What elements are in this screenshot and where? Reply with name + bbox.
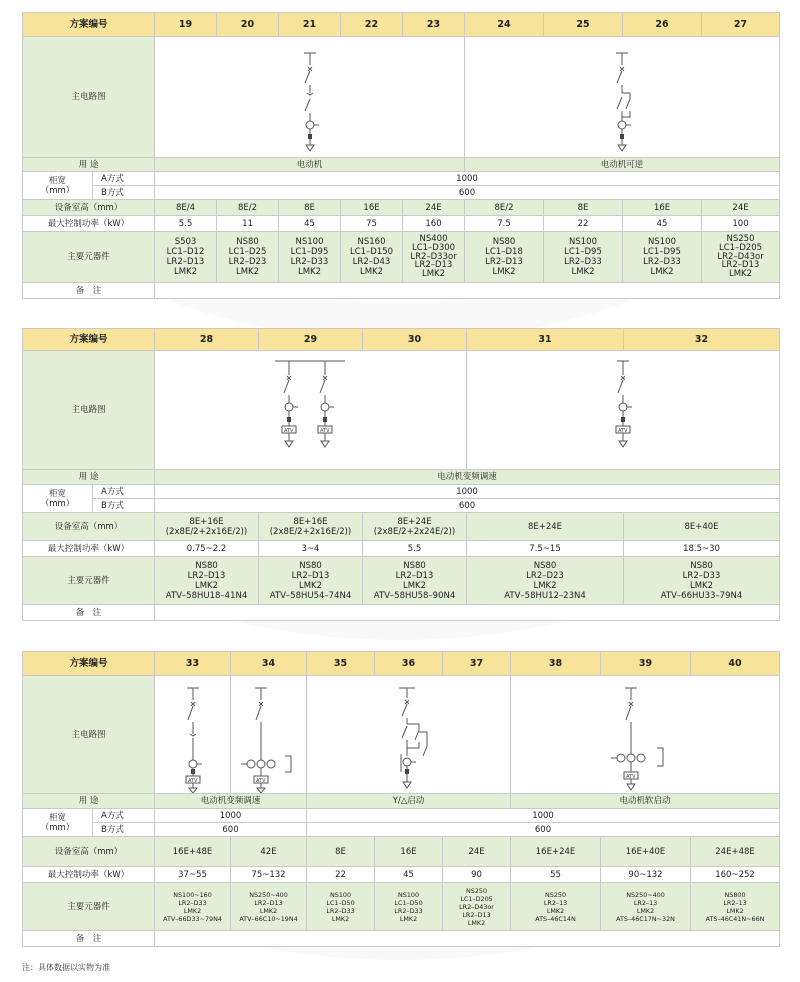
height-value: 16E+48E	[155, 837, 231, 867]
height-value: 24E	[702, 200, 780, 216]
power-value: 22	[307, 867, 375, 883]
height-value: 8E+16E (2x8E/2+2x16E/2))	[155, 513, 259, 541]
height-value: 16E	[375, 837, 443, 867]
scheme-number: 25	[544, 13, 623, 37]
power-value: 75~132	[231, 867, 307, 883]
width-b-value: 600	[155, 823, 307, 837]
components-label: 主要元器件	[23, 232, 155, 283]
height-value: 8E+16E (2x8E/2+2x16E/2))	[259, 513, 363, 541]
height-value: 24E+48E	[691, 837, 780, 867]
height-value: 8E	[544, 200, 623, 216]
height-value: 8E+40E	[624, 513, 780, 541]
width-label: 柜宽 （mm）	[23, 809, 93, 837]
components-value: NS250 LR2–13 LMK2 ATS–46C14N	[511, 883, 601, 931]
circuit-diagram-vfd-single	[467, 351, 780, 470]
spec-table-2	[22, 328, 780, 621]
scheme-number: 40	[691, 652, 780, 676]
height-value: 8E+24E (2x8E/2+2x24E/2))	[363, 513, 467, 541]
circuit-diagram-svg	[465, 37, 780, 158]
components-value: NS160 LC1–D150 LR2–D43 LMK2	[341, 232, 403, 283]
width-a-value: 1000	[155, 485, 780, 499]
components-value: NS80 LR2–D13 LMK2 ATV–58HU58–90N4	[363, 557, 467, 605]
power-value: 3~4	[259, 541, 363, 557]
spec-table-1	[22, 12, 780, 299]
power-value: 18.5~30	[624, 541, 780, 557]
circuit-diagram-svg	[155, 351, 467, 470]
scheme-number: 20	[217, 13, 279, 37]
width-a-value: 1000	[155, 172, 780, 186]
scheme-number: 29	[259, 329, 363, 351]
atv-label: ATV	[188, 778, 198, 784]
circuit-diagram-svg	[511, 676, 780, 794]
components-label: 主要元器件	[23, 557, 155, 605]
height-value: 8E/4	[155, 200, 217, 216]
usage-value: 电动机可逆	[465, 158, 780, 172]
power-value: 7.5~15	[467, 541, 624, 557]
power-value: 22	[544, 216, 623, 232]
scheme-number: 33	[155, 652, 231, 676]
height-value: 16E	[341, 200, 403, 216]
remark-value	[155, 283, 780, 299]
circuit-diagram-vfd-dual	[155, 351, 467, 470]
components-label: 主要元器件	[23, 883, 155, 931]
power-value: 160	[403, 216, 465, 232]
scheme-number: 34	[231, 652, 307, 676]
scheme-number: 24	[465, 13, 544, 37]
height-value: 24E	[443, 837, 511, 867]
width-label: 柜宽 （mm）	[23, 485, 93, 513]
components-value: NS100 LC1–D95 LR2–D33 LMK2	[544, 232, 623, 283]
scheme-number: 22	[341, 13, 403, 37]
usage-label: 用 途	[23, 470, 155, 485]
scheme-number: 27	[702, 13, 780, 37]
power-value: 160~252	[691, 867, 780, 883]
width-a-value: 1000	[155, 809, 307, 823]
circuit-diagram-svg	[307, 676, 511, 794]
scheme-label: 方案编号	[23, 652, 155, 676]
power-value: 45	[623, 216, 702, 232]
width-b-value: 600	[155, 499, 780, 513]
components-value: NS400 LC1–D300 LR2–D33or LR2–D13 LMK2	[403, 232, 465, 283]
remark-value	[155, 931, 780, 947]
height-value: 8E	[307, 837, 375, 867]
width-b-label: B方式	[93, 186, 155, 200]
height-value: 8E/2	[465, 200, 544, 216]
atv-label: ATV	[618, 428, 628, 434]
circuit-diagram-vfd	[155, 676, 231, 794]
components-value: NS80 LC1–D25 LR2–D23 LMK2	[217, 232, 279, 283]
circuit-diagram-vfd-bypass	[231, 676, 307, 794]
scheme-number: 30	[363, 329, 467, 351]
width-a-value: 1000	[307, 809, 780, 823]
height-value: 24E	[403, 200, 465, 216]
power-value: 11	[217, 216, 279, 232]
power-value: 45	[375, 867, 443, 883]
components-value: NS100 LC1–D95 LR2–D33 LMK2	[279, 232, 341, 283]
scheme-number: 28	[155, 329, 259, 351]
power-value: 5.5	[363, 541, 467, 557]
remark-label: 备 注	[23, 931, 155, 947]
power-value: 5.5	[155, 216, 217, 232]
power-label: 最大控制功率（kW）	[23, 867, 155, 883]
power-value: 90	[443, 867, 511, 883]
circuit-diagram-soft-start	[511, 676, 780, 794]
circuit-diagram-motor-reversing	[465, 37, 780, 158]
usage-label: 用 途	[23, 794, 155, 809]
components-value: NS250~400 LR2–D13 LMK2 ATV–66C10~19N4	[231, 883, 307, 931]
power-value: 7.5	[465, 216, 544, 232]
power-label: 最大控制功率（kW）	[23, 216, 155, 232]
power-label: 最大控制功率（kW）	[23, 541, 155, 557]
components-value: NS80 LR2–D13 LMK2 ATV–58HU18–41N4	[155, 557, 259, 605]
atv-label: ATV	[626, 774, 636, 780]
components-value: NS80 LR2–D33 LMK2 ATV–66HU33–79N4	[624, 557, 780, 605]
power-value: 37~55	[155, 867, 231, 883]
scheme-number: 35	[307, 652, 375, 676]
scheme-number: 39	[601, 652, 691, 676]
components-value: NS800 LR2–13 LMK2 ATS–46C41N~66N	[691, 883, 780, 931]
scheme-number: 37	[443, 652, 511, 676]
components-value: S503 LC1–D12 LR2–D13 LMK2	[155, 232, 217, 283]
atv-label: ATV	[256, 778, 266, 784]
circuit-diagram-star-delta	[307, 676, 511, 794]
width-label: 柜宽 （mm）	[23, 172, 93, 200]
spec-table-3	[22, 651, 780, 947]
width-a-label: A方式	[93, 172, 155, 186]
scheme-number: 21	[279, 13, 341, 37]
atv-label: ATV	[320, 428, 330, 434]
usage-label: 用 途	[23, 158, 155, 172]
remark-label: 备 注	[23, 283, 155, 299]
components-value: NS80 LR2–D23 LMK2 ATV–58HU12–23N4	[467, 557, 624, 605]
components-value: NS100 LC1–D95 LR2–D33 LMK2	[623, 232, 702, 283]
height-value: 16E+24E	[511, 837, 601, 867]
height-value: 8E+24E	[467, 513, 624, 541]
components-value: NS80 LR2–D13 LMK2 ATV–58HU54–74N4	[259, 557, 363, 605]
height-value: 8E/2	[217, 200, 279, 216]
components-value: NS100 LC1–D50 LR2–D33 LMK2	[307, 883, 375, 931]
components-value: NS100 LC1–D50 LR2–D33 LMK2	[375, 883, 443, 931]
height-value: 16E+40E	[601, 837, 691, 867]
height-label: 设备室高（mm）	[23, 837, 155, 867]
diagram-label: 主电路图	[23, 676, 155, 794]
width-a-label: A方式	[93, 809, 155, 823]
height-value: 42E	[231, 837, 307, 867]
remark-label: 备 注	[23, 605, 155, 621]
height-value: 8E	[279, 200, 341, 216]
scheme-label: 方案编号	[23, 329, 155, 351]
diagram-label: 主电路图	[23, 37, 155, 158]
circuit-diagram-svg	[155, 37, 465, 158]
power-value: 100	[702, 216, 780, 232]
power-value: 45	[279, 216, 341, 232]
usage-value: 电动机软启动	[511, 794, 780, 809]
circuit-diagram-svg	[155, 676, 231, 794]
components-value: NS250 LC1–D205 LR2–D43or LR2–D13 LMK2	[443, 883, 511, 931]
circuit-diagram-motor	[155, 37, 465, 158]
usage-value: 电动机变频调速	[155, 470, 780, 485]
width-b-value: 600	[155, 186, 780, 200]
width-b-label: B方式	[93, 499, 155, 513]
height-label: 设备室高（mm）	[23, 513, 155, 541]
power-value: 0.75~2.2	[155, 541, 259, 557]
components-value: NS250 LC1–D205 LR2–D43or LR2–D13 LMK2	[702, 232, 780, 283]
atv-label: ATV	[284, 428, 294, 434]
scheme-number: 23	[403, 13, 465, 37]
circuit-diagram-svg	[231, 676, 307, 794]
diagram-label: 主电路图	[23, 351, 155, 470]
width-b-label: B方式	[93, 823, 155, 837]
power-value: 75	[341, 216, 403, 232]
scheme-number: 19	[155, 13, 217, 37]
scheme-number: 36	[375, 652, 443, 676]
remark-value	[155, 605, 780, 621]
width-a-label: A方式	[93, 485, 155, 499]
components-value: NS100~160 LR2–D33 LMK2 ATV–66D33~79N4	[155, 883, 231, 931]
scheme-number: 31	[467, 329, 624, 351]
scheme-number: 32	[624, 329, 780, 351]
scheme-label: 方案编号	[23, 13, 155, 37]
width-b-value: 600	[307, 823, 780, 837]
footnote: 注：具体数据以实物为准	[22, 963, 110, 972]
power-value: 90~132	[601, 867, 691, 883]
components-value: NS80 LC1–D18 LR2–D13 LMK2	[465, 232, 544, 283]
scheme-number: 38	[511, 652, 601, 676]
scheme-number: 26	[623, 13, 702, 37]
components-value: NS250~400 LR2–13 LMK2 ATS–46C17N~32N	[601, 883, 691, 931]
usage-value: 电动机变频调速	[155, 794, 307, 809]
height-label: 设备室高（mm）	[23, 200, 155, 216]
usage-value: 电动机	[155, 158, 465, 172]
power-value: 55	[511, 867, 601, 883]
circuit-diagram-svg	[467, 351, 780, 470]
usage-value: Y/△启动	[307, 794, 511, 809]
height-value: 16E	[623, 200, 702, 216]
